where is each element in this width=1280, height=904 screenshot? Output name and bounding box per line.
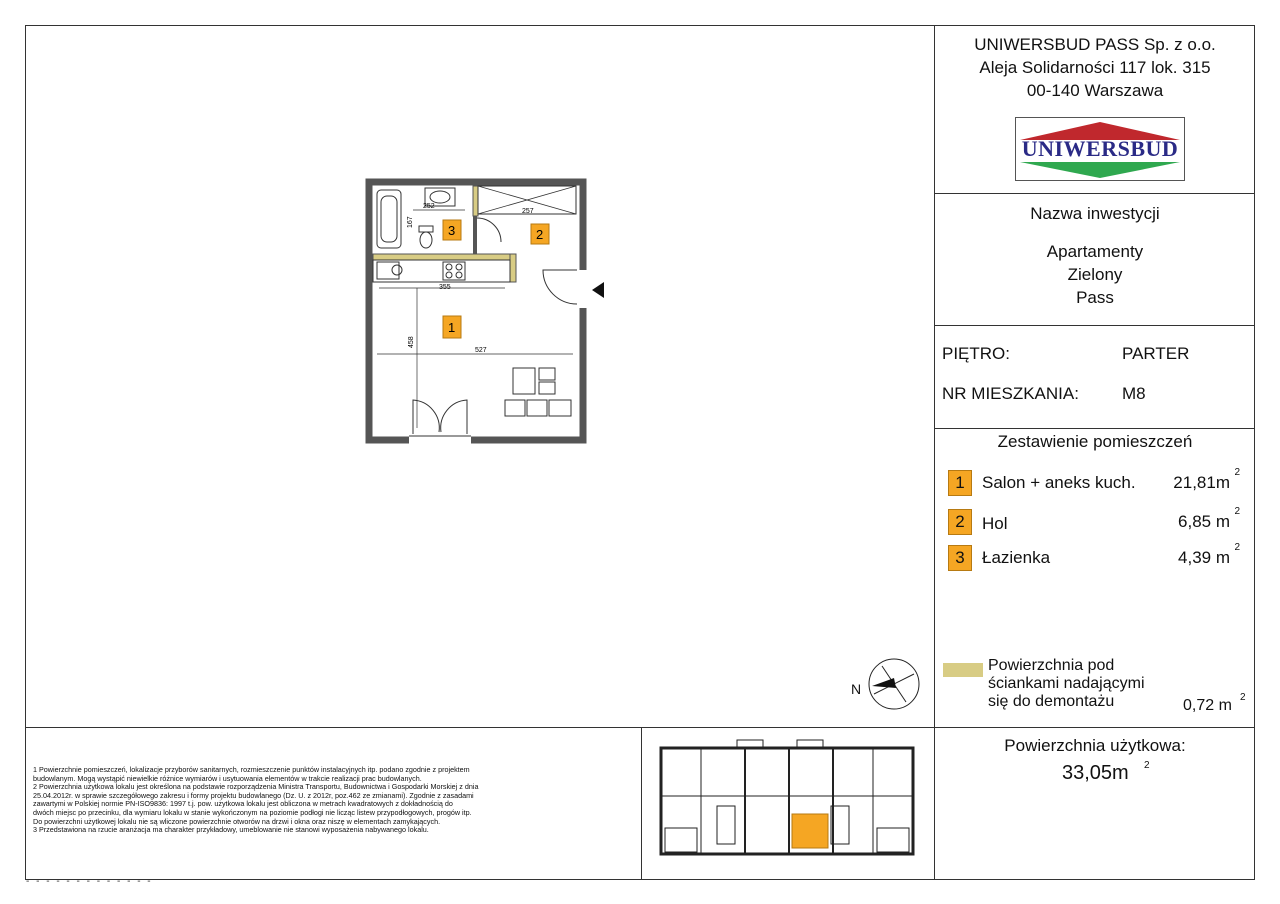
demolition-swatch — [943, 663, 983, 677]
room-area-unit-superscript: 2 — [1234, 542, 1240, 553]
dimension-label: 257 — [522, 208, 534, 215]
notes-block — [33, 766, 641, 835]
investment-title: Nazwa inwestycji — [1030, 204, 1160, 223]
dimension-label: 458 — [408, 336, 415, 348]
room-name: Salon + aneks kuch. — [982, 473, 1136, 492]
investment-name-line1: Apartamenty — [1046, 242, 1144, 261]
room-area-unit-superscript: 2 — [1234, 506, 1240, 517]
company-logo — [1015, 117, 1185, 181]
room-name: Łazienka — [982, 548, 1051, 567]
compass-icon — [866, 656, 922, 712]
building-outline — [661, 748, 913, 854]
room-row — [948, 542, 1248, 571]
demolition-description — [988, 657, 1148, 711]
logo-text: UNIWERSBUD — [1021, 136, 1179, 161]
selected-apartment-highlight — [792, 814, 828, 848]
building-site-plan — [657, 738, 919, 862]
entrance-door-swing — [543, 270, 577, 304]
note-line: 1 Powierzchnie pomieszczeń, lokalizacje przyborów sanitarnych, rozmieszczenie punktów instalacyjnych itp. podano zgodnie z projektem — [33, 765, 470, 774]
note-line: Do powierzchni użytkowej lokalu nie są wliczone powierzchnie otworów na drzwi i okna oraz niszę w elementach zamykających. — [33, 816, 441, 826]
cooktop — [443, 262, 465, 280]
room-name: Hol — [982, 514, 1008, 533]
demolition-line2: ściankami nadającymi — [988, 675, 1145, 692]
divider-company — [934, 193, 1255, 194]
note-line: zawartymi w Polskiej normie PN-ISO9836: 1997 t.j. pow. użytkowa lokalu jest obliczona w metrach kwadratowych z dokładnością do — [33, 799, 453, 809]
demolition-wall — [510, 254, 516, 282]
room-number: 3 — [448, 223, 456, 238]
notes-divider — [641, 727, 642, 880]
chair — [539, 368, 555, 380]
demolition-wall — [373, 254, 516, 260]
company-header — [935, 33, 1255, 102]
kitchen-sink — [377, 262, 399, 279]
demolition-wall — [473, 186, 478, 216]
divider-bottom-band — [25, 727, 1255, 728]
note-line: budowlanym. Mogą wystąpić niewielkie różnice wymiarów i usytuowania elementów w trakcie realizacji prac budowlanych. — [33, 773, 422, 783]
room-row — [948, 506, 1248, 535]
divider-floor — [934, 428, 1255, 429]
room-area-unit-superscript: 2 — [1234, 467, 1240, 478]
staircase — [717, 806, 735, 844]
room-area: 4,39 m — [1178, 548, 1230, 567]
divider-investment — [934, 325, 1255, 326]
armchair — [549, 400, 571, 416]
armchair — [527, 400, 547, 416]
room-number: 1 — [448, 320, 456, 335]
room-number: 2 — [536, 227, 544, 242]
balcony-opening — [409, 432, 471, 446]
bathroom-door-swing — [477, 218, 501, 242]
apartment-floor-plan — [365, 178, 595, 446]
investment-name — [935, 240, 1255, 309]
room-area: 6,85 m — [1178, 512, 1230, 531]
apartment-number-value: M8 — [1122, 384, 1146, 403]
dimension-label: 355 — [439, 284, 451, 291]
room-badge: 2 — [948, 509, 972, 535]
balcony-door-right — [441, 400, 467, 434]
rooms-title: Zestawienie pomieszczeń — [997, 432, 1193, 451]
logo-ground — [1020, 162, 1180, 178]
investment-name-line2: Zielony — [1067, 265, 1123, 284]
note-line: 2 Powierzchnia użytkowa lokalu jest określona na podstawie rozporządzenia Ministra Transportu, Budownictwa i Gospodarki Morskiej z dnia — [33, 782, 479, 792]
note-line: dwóch miejsc po przecinku, dla wymiaru lokalu w stanie wykończonym na poziomie podłogi nie licząc listew przypodłogowych, progów itp. — [33, 807, 472, 817]
note-line: 3 Przedstawiona na rzucie aranżacja ma charakter przykładowy, umeblowanie nie stanowi wyposażenia nabywanego lokalu. — [33, 825, 429, 835]
toilet — [419, 226, 433, 232]
apartment-number-label: NR MIESZKANIA: — [942, 384, 1079, 403]
note-line: 25.04.2012r. w sprawie szczegółowego zakresu i formy projektu budowlanego (Dz. U. z 2012r, poz.462 ze zmianami). Zgodnie z zasadami — [33, 790, 474, 800]
room-row — [948, 467, 1248, 496]
bottom-dashed-line: - - - - - - - - - - - - - — [26, 876, 153, 887]
table — [513, 368, 535, 394]
room-area: 21,81m — [1173, 473, 1230, 492]
demolition-line3: się do demontażu — [988, 693, 1115, 710]
north-label: N — [851, 681, 862, 697]
entrance-arrow-icon — [592, 282, 606, 298]
demolition-area: 0,72 m — [1183, 697, 1232, 714]
investment-name-line3: Pass — [1076, 288, 1114, 307]
room-badge: 1 — [948, 470, 972, 496]
demolition-area-superscript: 2 — [1240, 692, 1246, 703]
usable-area-title: Powierzchnia użytkowa: — [1004, 736, 1186, 755]
usable-area-superscript: 2 — [1144, 760, 1150, 771]
floor-value: PARTER — [1122, 344, 1190, 363]
chair — [539, 382, 555, 394]
company-name: UNIWERSBUD PASS Sp. z o.o. — [974, 35, 1216, 54]
armchair — [505, 400, 525, 416]
company-address-line1: Aleja Solidarności 117 lok. 315 — [979, 58, 1211, 77]
demolition-line1: Powierzchnia pod — [988, 657, 1115, 674]
company-address-line2: 00-140 Warszawa — [1026, 81, 1164, 100]
dimension-label: 167 — [407, 216, 414, 228]
room-badge: 3 — [948, 545, 972, 571]
dimension-label: 252 — [423, 203, 435, 210]
floor-label: PIĘTRO: — [942, 344, 1011, 363]
usable-area-value: 33,05m — [1062, 762, 1129, 784]
dimension-label: 527 — [475, 347, 487, 354]
entrance-opening — [576, 270, 588, 308]
